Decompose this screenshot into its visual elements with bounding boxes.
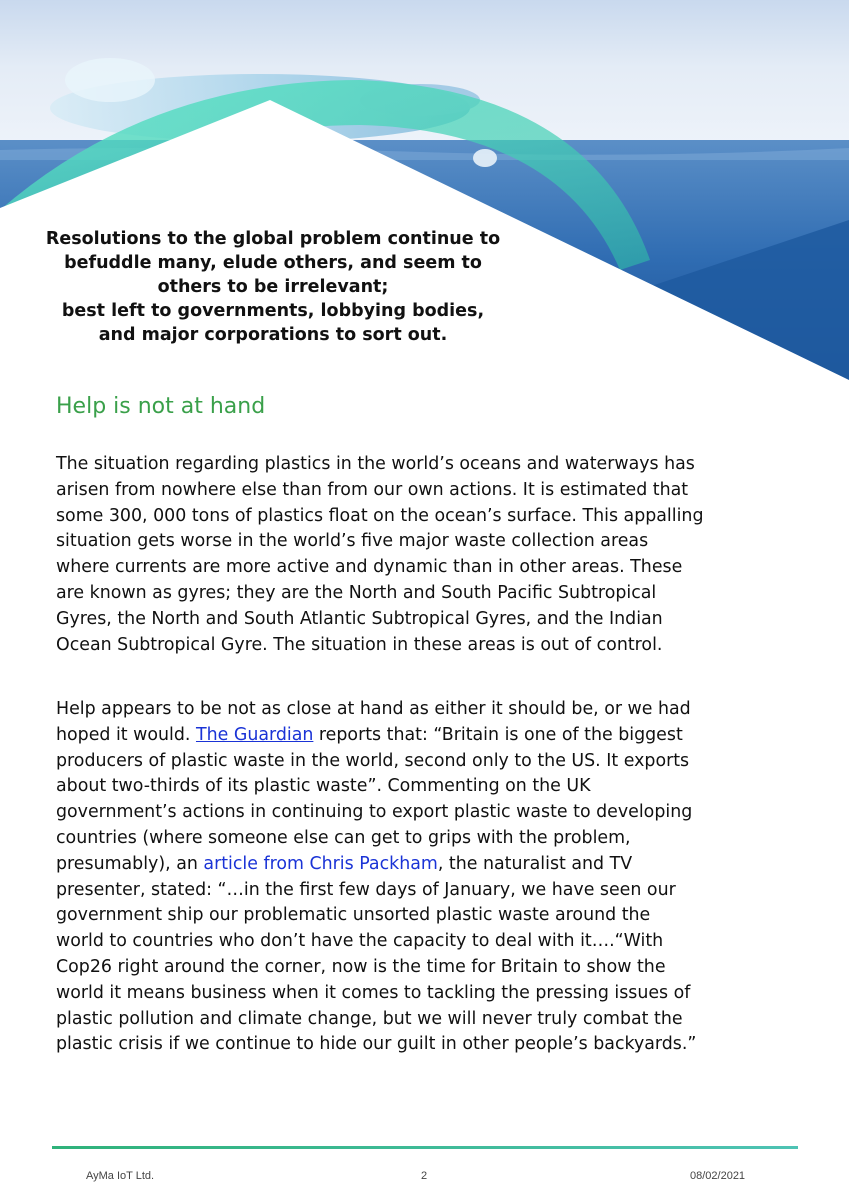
pull-quote-line: others to be irrelevant; xyxy=(157,277,389,297)
text-line: world to countries who don’t have the capacity to deal with it….“With xyxy=(56,931,664,952)
pull-quote-line: Resolutions to the global problem continue to xyxy=(45,229,501,249)
text-line: about two-thirds of its plastic waste”. Commenting on the UK xyxy=(56,776,591,797)
text-line: plastic pollution and climate change, but we will never truly combat the xyxy=(56,1008,683,1029)
text-line: situation gets worse in the world’s five major waste collection areas xyxy=(56,531,649,552)
text-line: arisen from nowhere else than from our own actions. It is estimated that xyxy=(56,479,689,500)
chris-packham-article-link[interactable]: article from Chris Packham xyxy=(203,853,438,874)
text-line: plastic crisis if we continue to hide our guilt in other people’s backyards.” xyxy=(56,1034,697,1055)
text-line xyxy=(56,723,776,749)
footer-divider xyxy=(52,1146,798,1149)
guardian-link[interactable]: The Guardian xyxy=(195,724,314,745)
text-line: producers of plastic waste in the world, second only to the US. It exports xyxy=(56,750,690,771)
text-line: where currents are more active and dynamic than in other areas. These xyxy=(56,557,683,578)
text-line: Ocean Subtropical Gyre. The situation in these areas is out of control. xyxy=(56,634,663,655)
text-line: The situation regarding plastics in the world’s oceans and waterways has xyxy=(56,454,695,474)
text-fragment: hoped it would. xyxy=(56,724,196,745)
text-fragment: reports that: “Britain is one of the biggest xyxy=(313,724,683,745)
text-line: Cop26 right around the corner, now is the time for Britain to show the xyxy=(56,956,666,977)
text-fragment: presumably), an xyxy=(56,853,204,874)
pull-quote-line: and major corporations to sort out. xyxy=(98,325,448,345)
text-line: Help appears to be not as close at hand as either it should be, or we had xyxy=(56,699,691,719)
section-heading: Help is not at hand xyxy=(56,394,266,419)
pull-quote-line: best left to governments, lobbying bodies, xyxy=(61,301,485,321)
paragraph-help xyxy=(56,697,776,1058)
text-line xyxy=(56,852,776,878)
paragraph-gyres xyxy=(56,452,776,658)
footer-date: 08/02/2021 xyxy=(690,1170,746,1182)
text-line: world it means business when it comes to tackling the pressing issues of xyxy=(56,982,691,1003)
text-line: government ship our problematic unsorted plastic waste around the xyxy=(56,905,651,926)
text-line: countries (where someone else can get to grips with the problem, xyxy=(56,827,631,848)
footer-company: AyMa IoT Ltd. xyxy=(86,1170,155,1182)
pull-quote xyxy=(40,227,506,347)
text-line: government’s actions in continuing to export plastic waste to developing xyxy=(56,802,693,823)
text-line: are known as gyres; they are the North and South Pacific Subtropical xyxy=(56,582,657,603)
footer-page-number: 2 xyxy=(421,1170,428,1182)
text-fragment: , the naturalist and TV xyxy=(437,853,633,874)
text-line: presenter, stated: “…in the first few days of January, we have seen our xyxy=(56,879,676,900)
text-line: Gyres, the North and South Atlantic Subtropical Gyres, and the Indian xyxy=(56,608,663,629)
pull-quote-line: befuddle many, elude others, and seem to xyxy=(64,253,482,273)
text-line: some 300, 000 tons of plastics float on the ocean’s surface. This appalling xyxy=(56,505,704,526)
